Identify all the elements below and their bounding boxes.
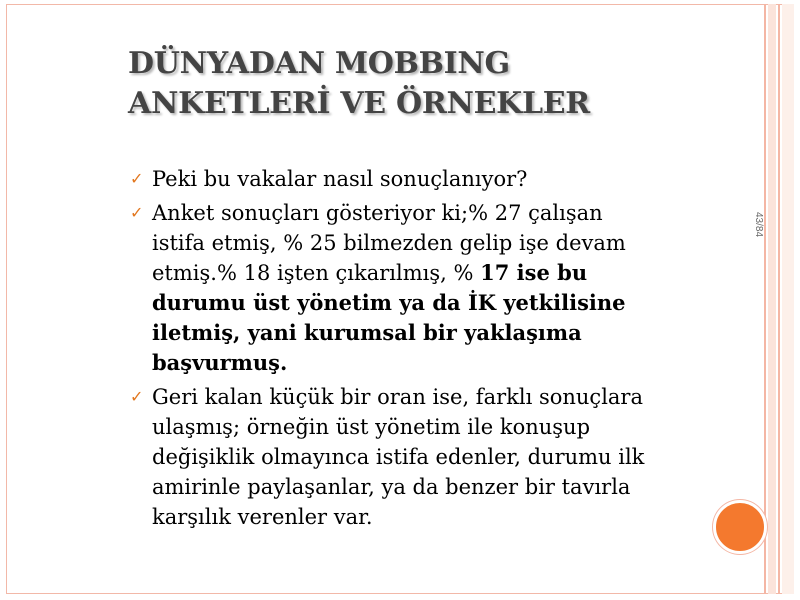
bullet-text-bold: 17 ise bu — [480, 260, 588, 285]
decor-band — [768, 4, 776, 594]
bullet-item — [130, 198, 755, 378]
bullet-text: değişiklik olmayınca istifa edenler, durumu ilk — [152, 445, 645, 469]
bullet-item — [130, 164, 755, 194]
check-icon: ✓ — [130, 203, 144, 222]
bullet-text — [152, 258, 755, 288]
check-icon: ✓ — [130, 169, 144, 188]
bullet-text: istifa etmiş, % 25 bilmezden gelip işe devam — [152, 231, 626, 255]
page-number: 43/84 — [753, 212, 764, 238]
decor-band — [782, 4, 794, 594]
slide-title — [128, 44, 688, 124]
bullet-item — [130, 382, 755, 532]
title-line: ANKETLERİ VE ÖRNEKLER — [128, 86, 590, 121]
bullet-text-bold: durumu üst yönetim ya da İK yetkilisine — [152, 290, 626, 315]
bullet-text: Geri kalan küçük bir oran ise, farklı sonuçlara — [152, 385, 643, 409]
decor-band — [778, 4, 780, 594]
bullet-text: ulaşmış; örneğin üst yönetim ile konuşup — [152, 415, 591, 439]
decor-band — [764, 4, 766, 594]
bullet-text: Peki bu vakalar nasıl sonuçlanıyor? — [152, 167, 528, 191]
bullet-text: amirinle paylaşanlar, ya da benzer bir tavırla — [152, 475, 631, 499]
bullet-text-bold: başvurmuş. — [152, 350, 288, 375]
title-line: DÜNYADAN MOBBING — [128, 46, 510, 81]
bullet-text: Anket sonuçları gösteriyor ki;% 27 çalışan — [152, 201, 603, 225]
bullet-text: karşılık verenler var. — [152, 505, 373, 529]
check-icon: ✓ — [130, 387, 144, 406]
decor-circle — [713, 500, 767, 554]
bullet-list — [130, 164, 755, 536]
bullet-text-normal: etmiş.% 18 işten çıkarılmış, % — [152, 261, 481, 285]
bullet-text-bold: iletmiş, yani kurumsal bir yaklaşıma — [152, 320, 582, 345]
